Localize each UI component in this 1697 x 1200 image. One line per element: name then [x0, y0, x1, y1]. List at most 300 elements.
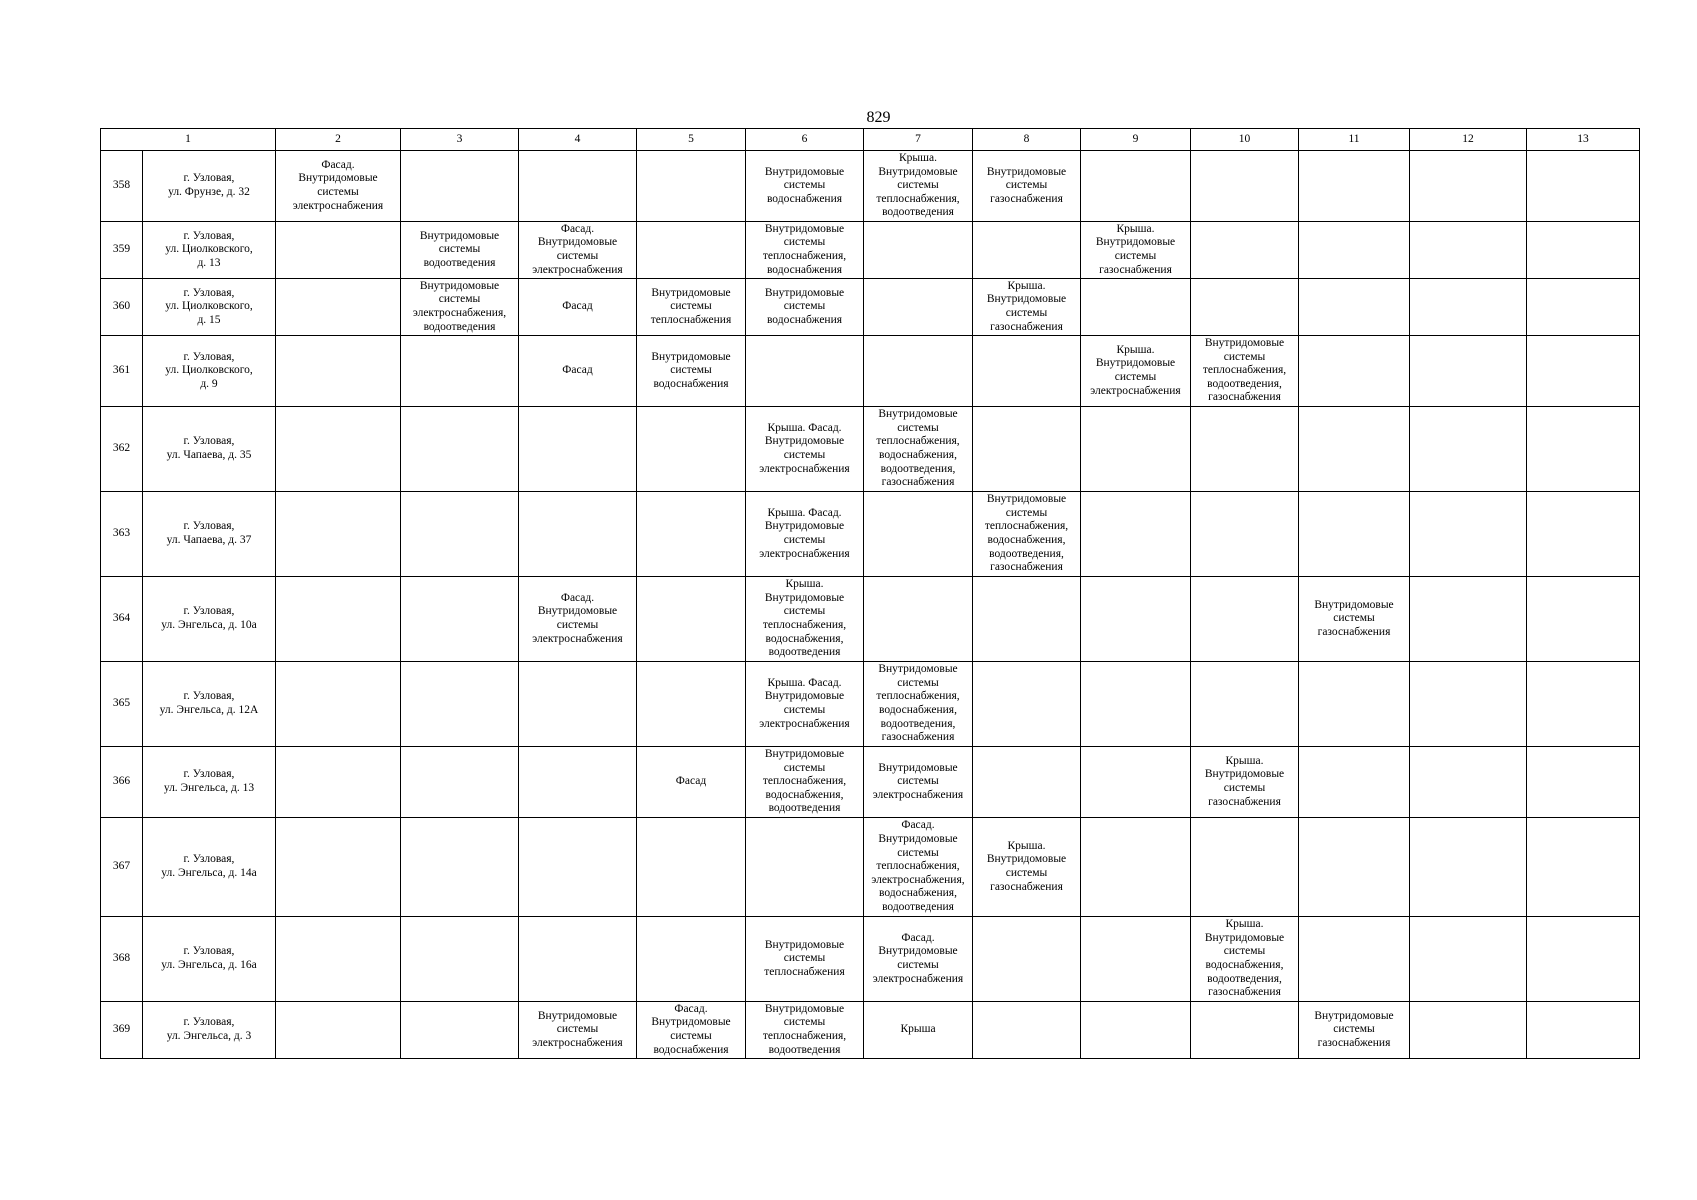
- work-cell-col-8: [973, 336, 1081, 407]
- work-cell-col-5: [637, 151, 746, 222]
- work-line: водоснабжения,: [1205, 959, 1284, 971]
- work-line: теплоснабжения,: [876, 192, 960, 205]
- column-header: 10: [1191, 129, 1299, 151]
- work-line: системы: [556, 1023, 599, 1036]
- column-header: 6: [746, 129, 864, 151]
- work-cell-col-10: [1191, 1002, 1299, 1059]
- work-cell-col-7: [864, 662, 973, 747]
- work-cell-col-10: [1191, 407, 1299, 492]
- work-cell-col-12: [1410, 151, 1527, 222]
- work-cell-col-13: [1527, 336, 1640, 407]
- table-row: [101, 336, 1640, 407]
- work-cell-col-12: [1410, 662, 1527, 747]
- table-row: [101, 747, 1640, 818]
- work-cell-col-8: [973, 151, 1081, 222]
- work-cell-col-10: [1191, 279, 1299, 336]
- work-line: Внутридомовые: [651, 286, 731, 299]
- work-line: электроснабжения: [292, 199, 384, 212]
- work-cell-col-13: [1527, 917, 1640, 1002]
- work-line: Внутридомовые: [878, 833, 958, 846]
- address-cell: [143, 222, 276, 279]
- work-cell-col-11: [1299, 151, 1410, 222]
- work-line: теплоснабжения,: [876, 690, 960, 703]
- address-line: г. Узловая,: [183, 945, 235, 958]
- work-line: электроснабжения,: [871, 873, 965, 886]
- work-cell-col-9: [1081, 747, 1191, 818]
- work-line: электроснабжения: [532, 632, 623, 645]
- address-line: г. Узловая,: [183, 520, 235, 533]
- address-cell: [143, 492, 276, 577]
- work-line: газоснабжения: [881, 731, 955, 744]
- work-cell-col-12: [1410, 407, 1527, 492]
- work-cell-col-8: [973, 1002, 1081, 1059]
- work-line: водоотведения: [423, 320, 496, 333]
- work-cell-col-7: [864, 1002, 973, 1059]
- address-line: г. Узловая,: [183, 1016, 235, 1029]
- work-cell-col-12: [1410, 747, 1527, 818]
- work-cell-col-12: [1410, 577, 1527, 662]
- work-cell-col-4: [519, 151, 637, 222]
- work-line: водоотведения: [768, 802, 841, 815]
- address-cell: [143, 1002, 276, 1059]
- address-line: г. Узловая,: [183, 768, 235, 781]
- work-line: Фасад: [562, 364, 593, 377]
- work-line: Внутридомовые: [878, 408, 958, 421]
- work-cell-col-8: [973, 917, 1081, 1002]
- work-cell-col-12: [1410, 818, 1527, 917]
- work-line: Внутридомовые: [764, 748, 845, 761]
- work-cell-col-8: [973, 279, 1081, 336]
- address-line: г. Узловая,: [183, 605, 235, 618]
- work-cell-col-8: [973, 222, 1081, 279]
- address-line: ул. Чапаева, д. 35: [166, 449, 252, 461]
- work-cell-col-10: [1191, 747, 1299, 818]
- work-line: Внутридомовые: [764, 165, 845, 178]
- work-cell-col-3: [401, 1002, 519, 1059]
- address-line: ул. Энгельса, д. 16а: [161, 959, 257, 971]
- work-line: водоснабжения,: [987, 534, 1066, 546]
- work-cell-col-4: [519, 222, 637, 279]
- work-line: системы: [670, 300, 712, 313]
- work-cell-col-2: [276, 407, 401, 492]
- address-cell: [143, 917, 276, 1002]
- work-line: Внутридомовые: [764, 938, 845, 951]
- work-cell-col-6: [746, 662, 864, 747]
- column-header: 13: [1527, 129, 1640, 151]
- address-line: ул. Энгельса, д. 14а: [161, 867, 257, 879]
- address-line: ул. Энгельса, д. 3: [166, 1030, 252, 1042]
- address-line: г. Узловая,: [183, 435, 235, 448]
- work-line: водоснабжения,: [879, 704, 957, 716]
- work-line: Крыша.: [1225, 918, 1264, 931]
- work-line: Крыша.: [1007, 839, 1046, 852]
- column-header: 11: [1299, 129, 1410, 151]
- work-line: водоснабжения,: [879, 887, 957, 900]
- work-line: системы: [897, 676, 939, 689]
- address-line: д. 15: [197, 313, 221, 326]
- work-cell-col-7: [864, 407, 973, 492]
- work-cell-col-7: [864, 336, 973, 407]
- work-line: системы: [783, 179, 826, 192]
- work-cell-col-3: [401, 818, 519, 917]
- table-row: [101, 662, 1640, 747]
- work-line: системы: [783, 534, 826, 546]
- work-line: Внутридомовые: [764, 222, 845, 235]
- work-line: системы: [1333, 1023, 1375, 1036]
- work-cell-col-11: [1299, 407, 1410, 492]
- work-cell-col-11: [1299, 917, 1410, 1002]
- work-line: Фасад.: [321, 158, 355, 171]
- work-line: Крыша.: [785, 578, 824, 591]
- column-header: 8: [973, 129, 1081, 151]
- work-cell-col-4: [519, 917, 637, 1002]
- work-cell-col-2: [276, 662, 401, 747]
- work-line: водоотведения,: [1207, 972, 1282, 985]
- work-cell-col-2: [276, 818, 401, 917]
- work-cell-col-9: [1081, 222, 1191, 279]
- row-number: 363: [101, 492, 143, 577]
- work-cell-col-4: [519, 407, 637, 492]
- work-line: Внутридомовые: [537, 236, 618, 249]
- work-cell-col-4: [519, 492, 637, 577]
- work-line: системы: [897, 775, 939, 788]
- work-cell-col-6: [746, 336, 864, 407]
- row-number: 359: [101, 222, 143, 279]
- work-cell-col-7: [864, 577, 973, 662]
- column-header: 1: [101, 129, 276, 151]
- work-cell-col-11: [1299, 1002, 1410, 1059]
- work-line: Внутридомовые: [764, 286, 845, 299]
- work-line: Внутридомовые: [1095, 357, 1176, 370]
- row-number: 362: [101, 407, 143, 492]
- work-line: электроснабжения: [759, 717, 850, 730]
- work-line: Внутридомовые: [764, 520, 845, 533]
- work-cell-col-7: [864, 492, 973, 577]
- work-cell-col-5: [637, 1002, 746, 1059]
- work-cell-col-2: [276, 1002, 401, 1059]
- work-cell-col-5: [637, 336, 746, 407]
- work-line: водоотведения: [423, 256, 496, 269]
- column-header: 4: [519, 129, 637, 151]
- work-line: Внутридомовые: [878, 165, 958, 178]
- work-cell-col-9: [1081, 662, 1191, 747]
- work-cell-col-13: [1527, 222, 1640, 279]
- work-line: теплоснабжения,: [876, 435, 960, 448]
- work-line: Внутридомовые: [419, 229, 500, 242]
- work-cell-col-7: [864, 917, 973, 1002]
- work-line: Внутридомовые: [878, 761, 958, 774]
- work-cell-col-13: [1527, 747, 1640, 818]
- work-cell-col-4: [519, 577, 637, 662]
- address-line: г. Узловая,: [183, 229, 235, 242]
- work-line: Внутридомовые: [651, 1016, 731, 1029]
- work-cell-col-12: [1410, 917, 1527, 1002]
- work-line: системы: [783, 449, 826, 461]
- work-cell-col-11: [1299, 222, 1410, 279]
- table-body: [101, 151, 1640, 1059]
- table-row: [101, 407, 1640, 492]
- work-cell-col-5: [637, 747, 746, 818]
- column-header: 9: [1081, 129, 1191, 151]
- address-line: ул. Энгельса, д. 12А: [159, 704, 259, 716]
- work-cell-col-9: [1081, 336, 1191, 407]
- work-cell-col-2: [276, 747, 401, 818]
- work-cell-col-11: [1299, 747, 1410, 818]
- work-cell-col-7: [864, 818, 973, 917]
- work-cell-col-13: [1527, 407, 1640, 492]
- work-cell-col-6: [746, 1002, 864, 1059]
- work-line: системы: [897, 959, 939, 971]
- work-cell-col-11: [1299, 577, 1410, 662]
- work-cell-col-13: [1527, 577, 1640, 662]
- address-line: д. 13: [197, 256, 221, 269]
- work-cell-col-11: [1299, 492, 1410, 577]
- work-line: Внутридомовые: [1204, 931, 1285, 944]
- work-line: электроснабжения: [532, 263, 623, 276]
- address-line: г. Узловая,: [183, 690, 235, 703]
- work-cell-col-3: [401, 407, 519, 492]
- work-line: системы: [670, 364, 712, 377]
- row-number: 365: [101, 662, 143, 747]
- work-cell-col-6: [746, 577, 864, 662]
- work-cell-col-10: [1191, 222, 1299, 279]
- work-line: Внутридомовые: [419, 279, 500, 292]
- work-line: Крыша. Фасад.: [767, 676, 842, 689]
- work-cell-col-3: [401, 492, 519, 577]
- work-line: системы: [1223, 350, 1266, 363]
- work-cell-col-3: [401, 662, 519, 747]
- work-cell-col-13: [1527, 662, 1640, 747]
- address-cell: [143, 577, 276, 662]
- work-line: системы: [897, 846, 939, 859]
- work-line: теплоснабжения,: [762, 775, 847, 788]
- work-cell-col-2: [276, 222, 401, 279]
- work-cell-col-5: [637, 577, 746, 662]
- work-line: водоотведения,: [1207, 377, 1282, 390]
- work-line: теплоснабжения: [764, 965, 845, 978]
- work-cell-col-3: [401, 747, 519, 818]
- work-line: системы: [1333, 612, 1375, 625]
- work-cell-col-12: [1410, 1002, 1527, 1059]
- work-line: Фасад.: [674, 1002, 708, 1015]
- work-cell-col-9: [1081, 279, 1191, 336]
- work-cell-col-4: [519, 818, 637, 917]
- work-cell-col-5: [637, 492, 746, 577]
- work-cell-col-6: [746, 492, 864, 577]
- work-line: системы: [1114, 371, 1157, 383]
- work-line: Фасад.: [901, 931, 935, 944]
- table-row: [101, 151, 1640, 222]
- work-line: теплоснабжения,: [762, 619, 847, 631]
- work-line: Крыша.: [1225, 754, 1264, 767]
- work-line: системы: [783, 300, 826, 313]
- work-line: Крыша. Фасад.: [767, 506, 842, 519]
- work-cell-col-5: [637, 917, 746, 1002]
- address-cell: [143, 662, 276, 747]
- work-line: Крыша.: [1116, 222, 1155, 235]
- work-line: системы: [1005, 867, 1048, 879]
- work-cell-col-9: [1081, 818, 1191, 917]
- address-cell: [143, 279, 276, 336]
- work-line: системы: [897, 421, 939, 434]
- work-cell-col-3: [401, 336, 519, 407]
- address-line: г. Узловая,: [183, 853, 235, 866]
- table-row: [101, 818, 1640, 917]
- work-line: газоснабжения: [1208, 986, 1281, 999]
- work-cell-col-8: [973, 407, 1081, 492]
- work-cell-col-11: [1299, 279, 1410, 336]
- table-row: [101, 492, 1640, 577]
- work-line: системы: [783, 761, 826, 774]
- repair-schedule-table: [100, 128, 1640, 1059]
- work-cell-col-5: [637, 818, 746, 917]
- address-cell: [143, 151, 276, 222]
- work-cell-col-12: [1410, 336, 1527, 407]
- column-header: 12: [1410, 129, 1527, 151]
- row-number: 364: [101, 577, 143, 662]
- work-line: Фасад.: [901, 819, 935, 832]
- work-cell-col-3: [401, 151, 519, 222]
- work-line: электроснабжения,: [412, 307, 507, 319]
- work-cell-col-10: [1191, 492, 1299, 577]
- work-cell-col-2: [276, 917, 401, 1002]
- work-cell-col-11: [1299, 662, 1410, 747]
- work-line: Внутридомовые: [764, 591, 845, 604]
- work-line: системы: [1223, 782, 1266, 794]
- work-cell-col-13: [1527, 492, 1640, 577]
- work-cell-col-7: [864, 279, 973, 336]
- work-cell-col-3: [401, 279, 519, 336]
- work-line: системы: [783, 236, 826, 249]
- work-line: системы: [438, 293, 481, 306]
- work-cell-col-6: [746, 747, 864, 818]
- work-line: системы: [556, 619, 599, 631]
- work-cell-col-5: [637, 407, 746, 492]
- address-cell: [143, 336, 276, 407]
- work-line: Внутридомовые: [986, 853, 1067, 866]
- work-cell-col-12: [1410, 492, 1527, 577]
- address-line: ул. Фрунзе, д. 32: [168, 186, 250, 198]
- work-cell-col-13: [1527, 279, 1640, 336]
- work-line: Крыша.: [1116, 343, 1155, 356]
- work-line: водоснабжения: [766, 192, 843, 205]
- table-row: [101, 1002, 1640, 1059]
- work-line: системы: [783, 952, 826, 965]
- work-line: системы: [1005, 179, 1048, 192]
- work-line: Фасад: [675, 775, 707, 788]
- table-row: [101, 917, 1640, 1002]
- work-line: газоснабжения: [990, 561, 1063, 574]
- work-cell-col-6: [746, 222, 864, 279]
- work-line: водоснабжения: [766, 263, 843, 276]
- address-cell: [143, 747, 276, 818]
- address-cell: [143, 818, 276, 917]
- work-line: Внутридомовые: [651, 350, 731, 363]
- work-line: электроснабжения: [532, 1036, 623, 1049]
- work-line: системы: [897, 179, 939, 192]
- column-header: 3: [401, 129, 519, 151]
- work-line: Внутридомовые: [764, 435, 845, 448]
- row-number: 360: [101, 279, 143, 336]
- column-header: 7: [864, 129, 973, 151]
- work-line: Крыша.: [899, 152, 937, 165]
- work-cell-col-10: [1191, 151, 1299, 222]
- work-line: системы: [783, 1016, 826, 1029]
- work-line: теплоснабжения: [650, 313, 732, 326]
- work-line: Внутридомовые: [878, 945, 958, 958]
- work-line: водоотведения: [768, 1043, 841, 1056]
- row-number: 369: [101, 1002, 143, 1059]
- work-cell-col-5: [637, 279, 746, 336]
- work-cell-col-9: [1081, 492, 1191, 577]
- address-line: ул. Энгельса, д. 10а: [161, 619, 257, 631]
- table-row: [101, 279, 1640, 336]
- row-number: 358: [101, 151, 143, 222]
- work-cell-col-2: [276, 151, 401, 222]
- work-line: водоотведения: [882, 206, 954, 219]
- address-cell: [143, 407, 276, 492]
- work-line: электроснабжения: [759, 462, 850, 475]
- address-line: ул. Энгельса, д. 13: [163, 782, 255, 794]
- work-line: Внутридомовые: [537, 1009, 618, 1022]
- work-cell-col-10: [1191, 818, 1299, 917]
- work-line: водоотведения: [882, 900, 954, 913]
- work-cell-col-4: [519, 279, 637, 336]
- work-cell-col-4: [519, 662, 637, 747]
- address-line: ул. Циолковского,: [165, 243, 253, 256]
- work-cell-col-6: [746, 818, 864, 917]
- work-line: газоснабжения: [881, 476, 955, 489]
- work-cell-col-7: [864, 151, 973, 222]
- work-cell-col-13: [1527, 151, 1640, 222]
- work-cell-col-9: [1081, 1002, 1191, 1059]
- work-line: Внутридомовые: [764, 1002, 845, 1015]
- address-line: г. Узловая,: [183, 172, 235, 185]
- work-cell-col-8: [973, 662, 1081, 747]
- work-cell-col-9: [1081, 407, 1191, 492]
- work-line: Внутридомовые: [1204, 768, 1285, 781]
- work-line: Фасад: [562, 300, 593, 313]
- work-line: газоснабжения: [1208, 391, 1281, 404]
- work-cell-col-8: [973, 747, 1081, 818]
- work-cell-col-11: [1299, 336, 1410, 407]
- work-cell-col-9: [1081, 577, 1191, 662]
- address-line: г. Узловая,: [183, 286, 235, 299]
- work-line: Внутридомовые: [986, 165, 1067, 178]
- work-line: Внутридомовые: [537, 605, 618, 618]
- work-line: системы: [1005, 506, 1048, 519]
- work-line: водоснабжения: [766, 313, 843, 326]
- work-cell-col-2: [276, 492, 401, 577]
- work-cell-col-3: [401, 222, 519, 279]
- work-cell-col-10: [1191, 577, 1299, 662]
- work-line: электроснабжения: [872, 972, 964, 985]
- row-number: 361: [101, 336, 143, 407]
- work-cell-col-12: [1410, 222, 1527, 279]
- work-cell-col-10: [1191, 917, 1299, 1002]
- work-line: Крыша: [900, 1023, 936, 1036]
- row-number: 368: [101, 917, 143, 1002]
- work-line: Крыша. Фасад.: [767, 421, 842, 434]
- work-cell-col-2: [276, 279, 401, 336]
- work-line: водоснабжения,: [765, 632, 844, 645]
- work-line: системы: [1114, 250, 1157, 262]
- work-line: теплоснабжения,: [984, 520, 1069, 533]
- work-line: Внутридомовые: [1314, 1009, 1394, 1022]
- work-cell-col-8: [973, 492, 1081, 577]
- address-line: ул. Циолковского,: [165, 364, 253, 377]
- work-line: системы: [670, 1030, 712, 1042]
